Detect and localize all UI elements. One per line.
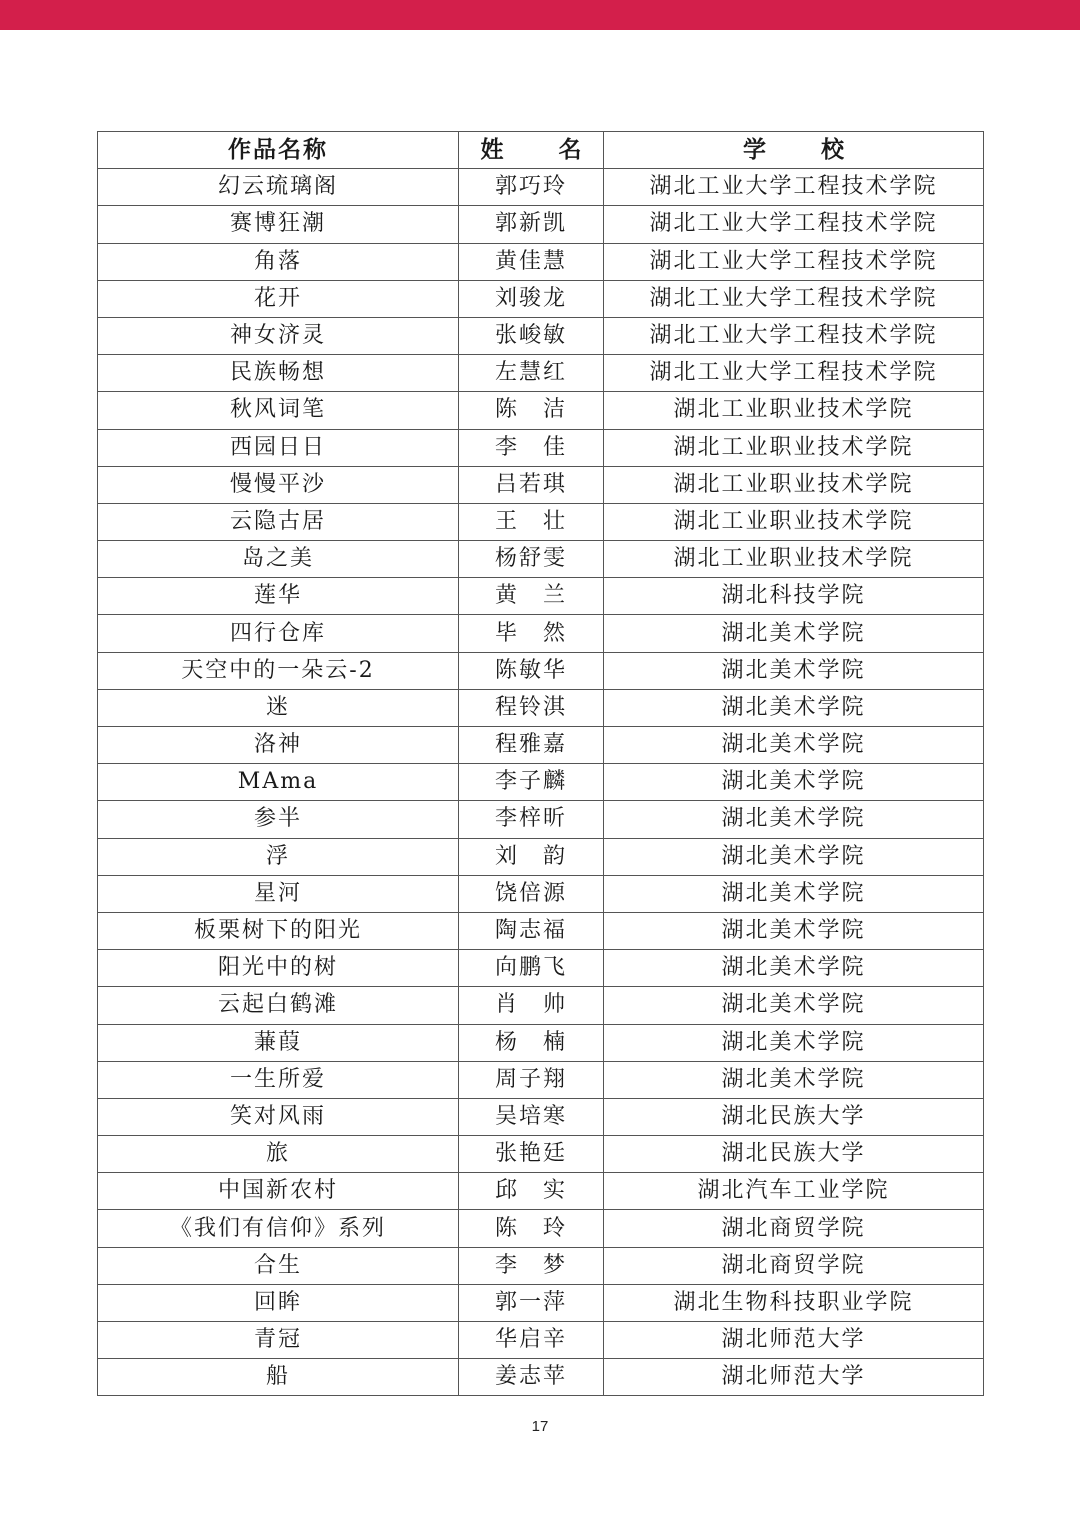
cell-name: 毕 然: [459, 615, 604, 652]
header-school: 学 校: [604, 132, 984, 169]
table-row: [98, 875, 984, 912]
cell-work-title: 阳光中的树: [98, 950, 459, 987]
cell-work-title: 幻云琉璃阁: [98, 169, 459, 206]
cell-name: 陈敏华: [459, 652, 604, 689]
table-row: [98, 1061, 984, 1098]
cell-school: 湖北美术学院: [604, 950, 984, 987]
cell-work-title: 四行仓库: [98, 615, 459, 652]
table-row: [98, 243, 984, 280]
table-row: [98, 541, 984, 578]
cell-school: 湖北美术学院: [604, 652, 984, 689]
cell-name: 郭新凯: [459, 206, 604, 243]
cell-school: 湖北美术学院: [604, 1024, 984, 1061]
cell-work-title: 西园日日: [98, 429, 459, 466]
cell-school: 湖北美术学院: [604, 1061, 984, 1098]
table-row: [98, 1024, 984, 1061]
table-row: [98, 1322, 984, 1359]
cell-school: 湖北工业职业技术学院: [604, 429, 984, 466]
cell-work-title: 神女济灵: [98, 317, 459, 354]
table-header-row: [98, 132, 984, 169]
cell-name: 杨 楠: [459, 1024, 604, 1061]
cell-school: 湖北科技学院: [604, 578, 984, 615]
table-row: [98, 1098, 984, 1135]
cell-work-title: 板栗树下的阳光: [98, 912, 459, 949]
cell-name: 王 壮: [459, 503, 604, 540]
cell-work-title: 蒹葭: [98, 1024, 459, 1061]
cell-work-title: 合生: [98, 1247, 459, 1284]
table-row: [98, 169, 984, 206]
header-name: 姓 名: [459, 132, 604, 169]
table-row: [98, 1173, 984, 1210]
table-row: [98, 1247, 984, 1284]
cell-name: 郭巧玲: [459, 169, 604, 206]
cell-school: 湖北工业职业技术学院: [604, 503, 984, 540]
cell-work-title: 船: [98, 1359, 459, 1396]
table-row: [98, 764, 984, 801]
table-row: [98, 912, 984, 949]
cell-name: 李梓昕: [459, 801, 604, 838]
cell-name: 李 佳: [459, 429, 604, 466]
cell-school: 湖北工业大学工程技术学院: [604, 355, 984, 392]
table-row: [98, 801, 984, 838]
cell-name: 饶倍源: [459, 875, 604, 912]
cell-work-title: 旅: [98, 1136, 459, 1173]
table-row: [98, 615, 984, 652]
cell-school: 湖北生物科技职业学院: [604, 1284, 984, 1321]
cell-work-title: MAma: [98, 764, 459, 801]
cell-name: 吴培寒: [459, 1098, 604, 1135]
cell-school: 湖北民族大学: [604, 1098, 984, 1135]
cell-school: 湖北美术学院: [604, 912, 984, 949]
cell-school: 湖北工业大学工程技术学院: [604, 206, 984, 243]
table-row: [98, 355, 984, 392]
table-body: [98, 169, 984, 1396]
cell-work-title: 一生所爱: [98, 1061, 459, 1098]
cell-name: 杨舒雯: [459, 541, 604, 578]
cell-school: 湖北工业大学工程技术学院: [604, 243, 984, 280]
cell-work-title: 青冠: [98, 1322, 459, 1359]
cell-work-title: 中国新农村: [98, 1173, 459, 1210]
table-row: [98, 838, 984, 875]
cell-work-title: 慢慢平沙: [98, 466, 459, 503]
cell-name: 黄 兰: [459, 578, 604, 615]
cell-work-title: 笑对风雨: [98, 1098, 459, 1135]
cell-work-title: 浮: [98, 838, 459, 875]
cell-name: 姜志苹: [459, 1359, 604, 1396]
cell-name: 刘 韵: [459, 838, 604, 875]
cell-work-title: 云隐古居: [98, 503, 459, 540]
table-row: [98, 1210, 984, 1247]
cell-work-title: 岛之美: [98, 541, 459, 578]
cell-work-title: 洛神: [98, 727, 459, 764]
page-number: 17: [531, 1418, 549, 1435]
cell-school: 湖北美术学院: [604, 987, 984, 1024]
cell-name: 李 梦: [459, 1247, 604, 1284]
table-row: [98, 652, 984, 689]
cell-name: 向鹏飞: [459, 950, 604, 987]
cell-work-title: 秋风词笔: [98, 392, 459, 429]
cell-name: 陈 玲: [459, 1210, 604, 1247]
cell-work-title: 角落: [98, 243, 459, 280]
cell-name: 华启辛: [459, 1322, 604, 1359]
table-row: [98, 429, 984, 466]
table-row: [98, 689, 984, 726]
table-row: [98, 503, 984, 540]
cell-school: 湖北师范大学: [604, 1359, 984, 1396]
cell-work-title: 云起白鹤滩: [98, 987, 459, 1024]
cell-name: 周子翔: [459, 1061, 604, 1098]
cell-name: 张峻敏: [459, 317, 604, 354]
table-row: [98, 1284, 984, 1321]
table-row: [98, 317, 984, 354]
table-row: [98, 950, 984, 987]
cell-school: 湖北工业大学工程技术学院: [604, 317, 984, 354]
cell-school: 湖北美术学院: [604, 875, 984, 912]
cell-school: 湖北师范大学: [604, 1322, 984, 1359]
cell-school: 湖北工业大学工程技术学院: [604, 280, 984, 317]
cell-school: 湖北民族大学: [604, 1136, 984, 1173]
cell-name: 程铃淇: [459, 689, 604, 726]
cell-school: 湖北工业职业技术学院: [604, 392, 984, 429]
cell-name: 陈 洁: [459, 392, 604, 429]
header-work-title: 作品名称: [98, 132, 459, 169]
cell-work-title: 莲华: [98, 578, 459, 615]
cell-work-title: 参半: [98, 801, 459, 838]
cell-name: 左慧红: [459, 355, 604, 392]
cell-work-title: 天空中的一朵云-2: [98, 652, 459, 689]
cell-school: 湖北美术学院: [604, 615, 984, 652]
table-row: [98, 987, 984, 1024]
table-row: [98, 1359, 984, 1396]
cell-school: 湖北工业职业技术学院: [604, 466, 984, 503]
table-row: [98, 1136, 984, 1173]
cell-school: 湖北汽车工业学院: [604, 1173, 984, 1210]
award-table: [97, 131, 984, 1396]
cell-school: 湖北工业大学工程技术学院: [604, 169, 984, 206]
cell-school: 湖北美术学院: [604, 727, 984, 764]
table-row: [98, 466, 984, 503]
cell-work-title: 回眸: [98, 1284, 459, 1321]
cell-school: 湖北商贸学院: [604, 1210, 984, 1247]
cell-school: 湖北美术学院: [604, 689, 984, 726]
cell-name: 张艳廷: [459, 1136, 604, 1173]
cell-school: 湖北商贸学院: [604, 1247, 984, 1284]
cell-work-title: 花开: [98, 280, 459, 317]
table-row: [98, 578, 984, 615]
table-row: [98, 727, 984, 764]
cell-work-title: 民族畅想: [98, 355, 459, 392]
cell-work-title: 赛博狂潮: [98, 206, 459, 243]
cell-name: 邱 实: [459, 1173, 604, 1210]
cell-work-title: 迷: [98, 689, 459, 726]
cell-work-title: 《我们有信仰》系列: [98, 1210, 459, 1247]
cell-name: 刘骏龙: [459, 280, 604, 317]
cell-name: 程雅嘉: [459, 727, 604, 764]
cell-work-title: 星河: [98, 875, 459, 912]
table-row: [98, 392, 984, 429]
cell-name: 吕若琪: [459, 466, 604, 503]
table-row: [98, 206, 984, 243]
cell-school: 湖北美术学院: [604, 801, 984, 838]
cell-name: 肖 帅: [459, 987, 604, 1024]
cell-name: 李子麟: [459, 764, 604, 801]
cell-name: 陶志福: [459, 912, 604, 949]
table-row: [98, 280, 984, 317]
cell-name: 黄佳慧: [459, 243, 604, 280]
top-color-bar: [0, 0, 1080, 30]
cell-school: 湖北美术学院: [604, 764, 984, 801]
cell-name: 郭一萍: [459, 1284, 604, 1321]
cell-school: 湖北美术学院: [604, 838, 984, 875]
cell-school: 湖北工业职业技术学院: [604, 541, 984, 578]
